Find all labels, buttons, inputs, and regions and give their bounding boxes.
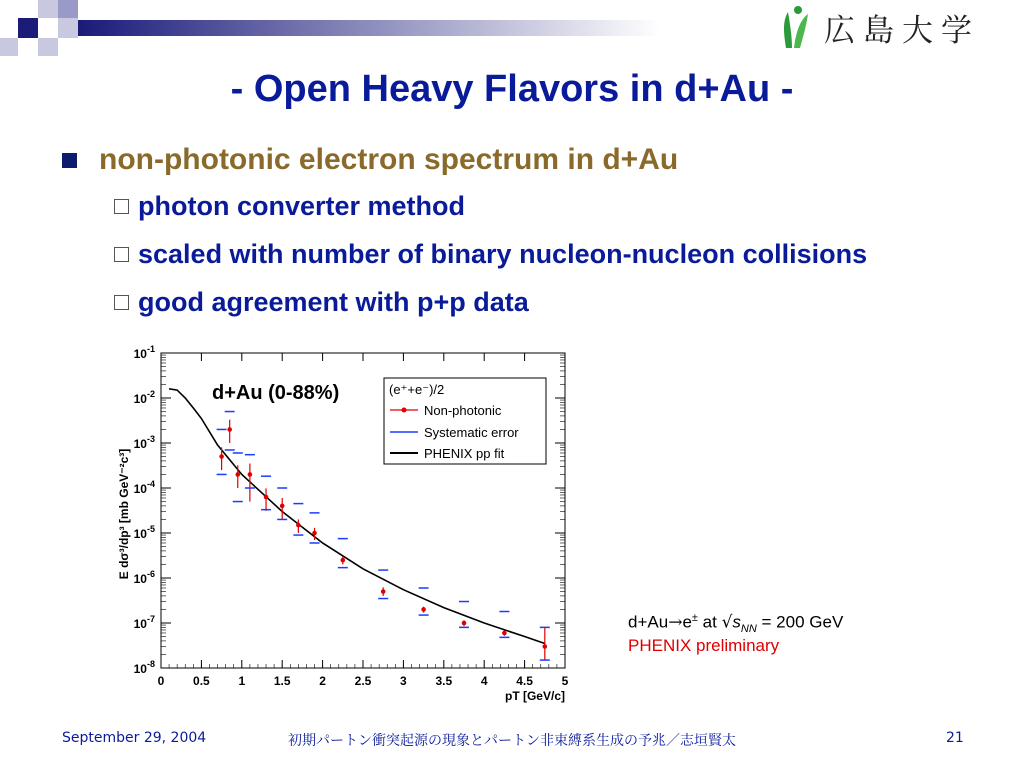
legend-entry: PHENIX pp fit [424,446,505,461]
data-point [421,607,426,612]
leaf-logo-icon [778,4,814,50]
plot-label: d+Au (0-88%) [212,382,340,404]
x-tick-label: 2.5 [354,674,372,688]
y-tick-label: $10^{-7}$ [133,614,155,631]
sub-bullet [114,278,1012,326]
sub-bullet-text: photon converter method [138,190,466,221]
x-tick-label: 1 [238,674,246,688]
footer-page-number: 21 [946,730,964,746]
x-tick-label: 0 [157,674,165,688]
spectrum-chart [100,336,590,706]
y-tick-label: $10^{-1}$ [133,344,155,361]
data-point [462,621,467,626]
hollow-square-bullet-icon [114,247,129,262]
data-point [219,454,224,459]
y-axis-label: E dσ³/dp³ [mb GeV⁻²c³] [117,448,131,580]
x-tick-label: 3.5 [435,674,453,688]
y-tick-label: $10^{-5}$ [133,524,155,541]
main-bullet-text: non-photonic electron spectrum in d+Au [99,143,679,176]
x-tick-label: 0.5 [193,674,210,688]
x-tick-label: 5 [561,674,569,688]
data-point [502,631,507,636]
spectrum-chart-svg [100,336,590,706]
x-tick-label: 1.5 [273,674,291,688]
header-decoration [0,0,660,60]
sub-bullet-text: scaled with number of binary nucleon-nucleon collisions [138,238,868,269]
data-point [264,495,269,500]
annotation-line1: d+Au→e± at $√s_{NN} = 200$ GeV [628,612,844,636]
y-tick-label: $10^{-4}$ [133,479,155,496]
data-point [341,558,346,563]
bullet-list [62,138,1012,326]
chart-annotation [628,612,843,660]
hollow-square-bullet-icon [114,199,129,214]
legend-entry: Systematic error [424,425,519,440]
logo-text: 広島大学 [824,12,980,49]
university-logo [778,4,980,50]
y-tick-label: $10^{-2}$ [133,389,155,406]
annotation-line2: PHENIX preliminary [628,636,780,655]
data-point [227,427,232,432]
data-point [296,523,301,528]
x-tick-label: 4 [480,674,488,688]
data-point [381,589,386,594]
hollow-square-bullet-icon [114,295,129,310]
x-tick-label: 4.5 [516,674,533,688]
data-point [312,531,317,536]
main-bullet [62,138,1012,182]
y-tick-label: $10^{-8}$ [133,659,155,676]
data-point [248,472,253,477]
footer-title: 初期パートン衝突起源の現象とパートン非束縛系生成の予兆／志垣賢太 [288,733,736,749]
legend-entry: Non-photonic [424,403,502,418]
chart-legend [384,378,546,464]
y-tick-label: $10^{-3}$ [133,434,155,451]
sub-bullet [114,230,1012,278]
slide-title: - Open Heavy Flavors in d+Au - [230,68,794,110]
x-axis-label: pT [GeV/c] [504,689,565,703]
footer-date: September 29, 2004 [62,730,207,746]
x-tick-label: 2 [319,674,326,688]
data-point [280,504,285,509]
sub-bullet-text: good agreement with p+p data [138,286,529,317]
y-tick-label: $10^{-6}$ [133,569,155,586]
sub-bullet [114,182,1012,230]
data-point [235,472,240,477]
data-point [543,644,548,649]
square-bullet-icon [62,153,77,168]
legend-header: (e⁺+e⁻)/2 [389,382,445,397]
x-tick-label: 3 [400,674,407,688]
